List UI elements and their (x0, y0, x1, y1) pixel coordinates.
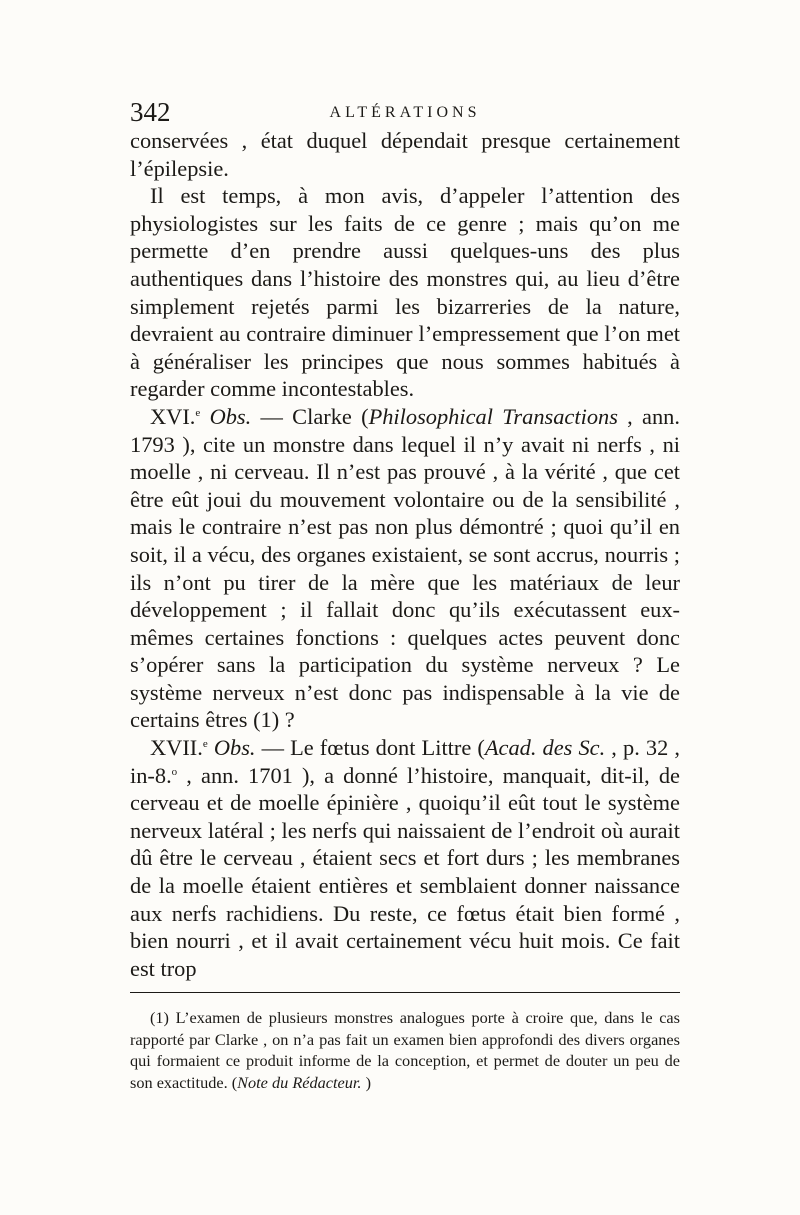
paragraph-continuation: conservées , état duquel dépendait presque certainement l’épilepsie. (130, 128, 680, 181)
obs-label: Obs. (209, 403, 252, 429)
observation-text: , ann. 1793 ), cite un monstre dans lequel il n’y avait ni nerfs , ni moelle , ni cerveau. Il n’est pas prouvé , à la vérité , que cet être eût joui du mouvement volontaire ou de la sensibilité , mais le contraire n’est pas non plus démontré ; quoi qu’il en soit, il a vécu, des organes existaient, se sont accrus, nourris ; ils n’ont pu tirer de la mère que les matériaux de leur développement ; il fallait donc qu’ils exécutassent eux-mêmes certaines fonctions : quelques actes peuvent donc s’opérer sans la participation du système nerveux ? Le système nerveux n’est donc pas indispensable à la vie de certains êtres (1) ? (130, 403, 680, 733)
footnote-text: (1) L’examen de plusieurs monstres analogues porte à croire que, dans le cas rapporté par Clarke , on n’a pas fait un examen bien approfondi des divers organes qui formaient ce produit informe de la conception, et permet de douter un peu de son exactitude. ( (130, 1008, 680, 1092)
page-header (130, 98, 680, 126)
editor-note: Note du Rédacteur. (237, 1072, 362, 1092)
observation-text: , ann. 1701 ), a donné l’histoire, manquait, dit-il, de cerveau et de moelle épinière , quoiqu’il eût tout le système nerveux latéral ; les nerfs qui naissaient de l’endroit où aurait dû être le cerveau , étaient secs et fort durs ; les membranes de la moelle étaient entières et semblaient donner naissance aux nerfs rachidiens. Du reste, ce fœtus était bien formé , bien nourri , et il avait certainement vécu huit mois. Ce fait est trop (130, 762, 680, 981)
ordinal-superscript: e (195, 406, 201, 419)
observation-text: — Le fœtus dont Littre ( (255, 735, 485, 761)
source-reference: Acad. des Sc. (484, 735, 606, 761)
footnote (130, 1007, 680, 1093)
footnote-close: ) (361, 1072, 371, 1092)
observation-text: — Clarke ( (251, 403, 369, 429)
running-title: ALTÉRATIONS (329, 104, 481, 121)
observation-number: XVI. (150, 403, 196, 429)
main-text (130, 127, 680, 982)
paragraph-intro: Il est temps, à mon avis, d’appeler l’attention des physiologistes sur les faits de ce genre ; mais qu’on me permette d’en prendre aussi quelques-uns des plus authentiques dans l’histoire des monstres qui, au lieu d’être simplement rejetés parmi les bizarreries de la nature, devraient au contraire diminuer l’empressement que l’on met à généraliser les principes que nous sommes habitués à regarder comme incontestables. (130, 183, 680, 402)
ordinal-superscript: o (171, 765, 178, 778)
footnote-divider (130, 992, 680, 993)
observation-number: XVII. (150, 735, 203, 761)
source-title: Philosophical Transactions (368, 403, 618, 429)
obs-label: Obs. (213, 735, 256, 761)
observation-text: , p. 32 , in-8. (130, 735, 680, 788)
page-number: 342 (130, 97, 171, 127)
observation-xvii (130, 734, 680, 982)
ordinal-superscript: e (202, 738, 208, 751)
observation-xvi (130, 403, 680, 734)
